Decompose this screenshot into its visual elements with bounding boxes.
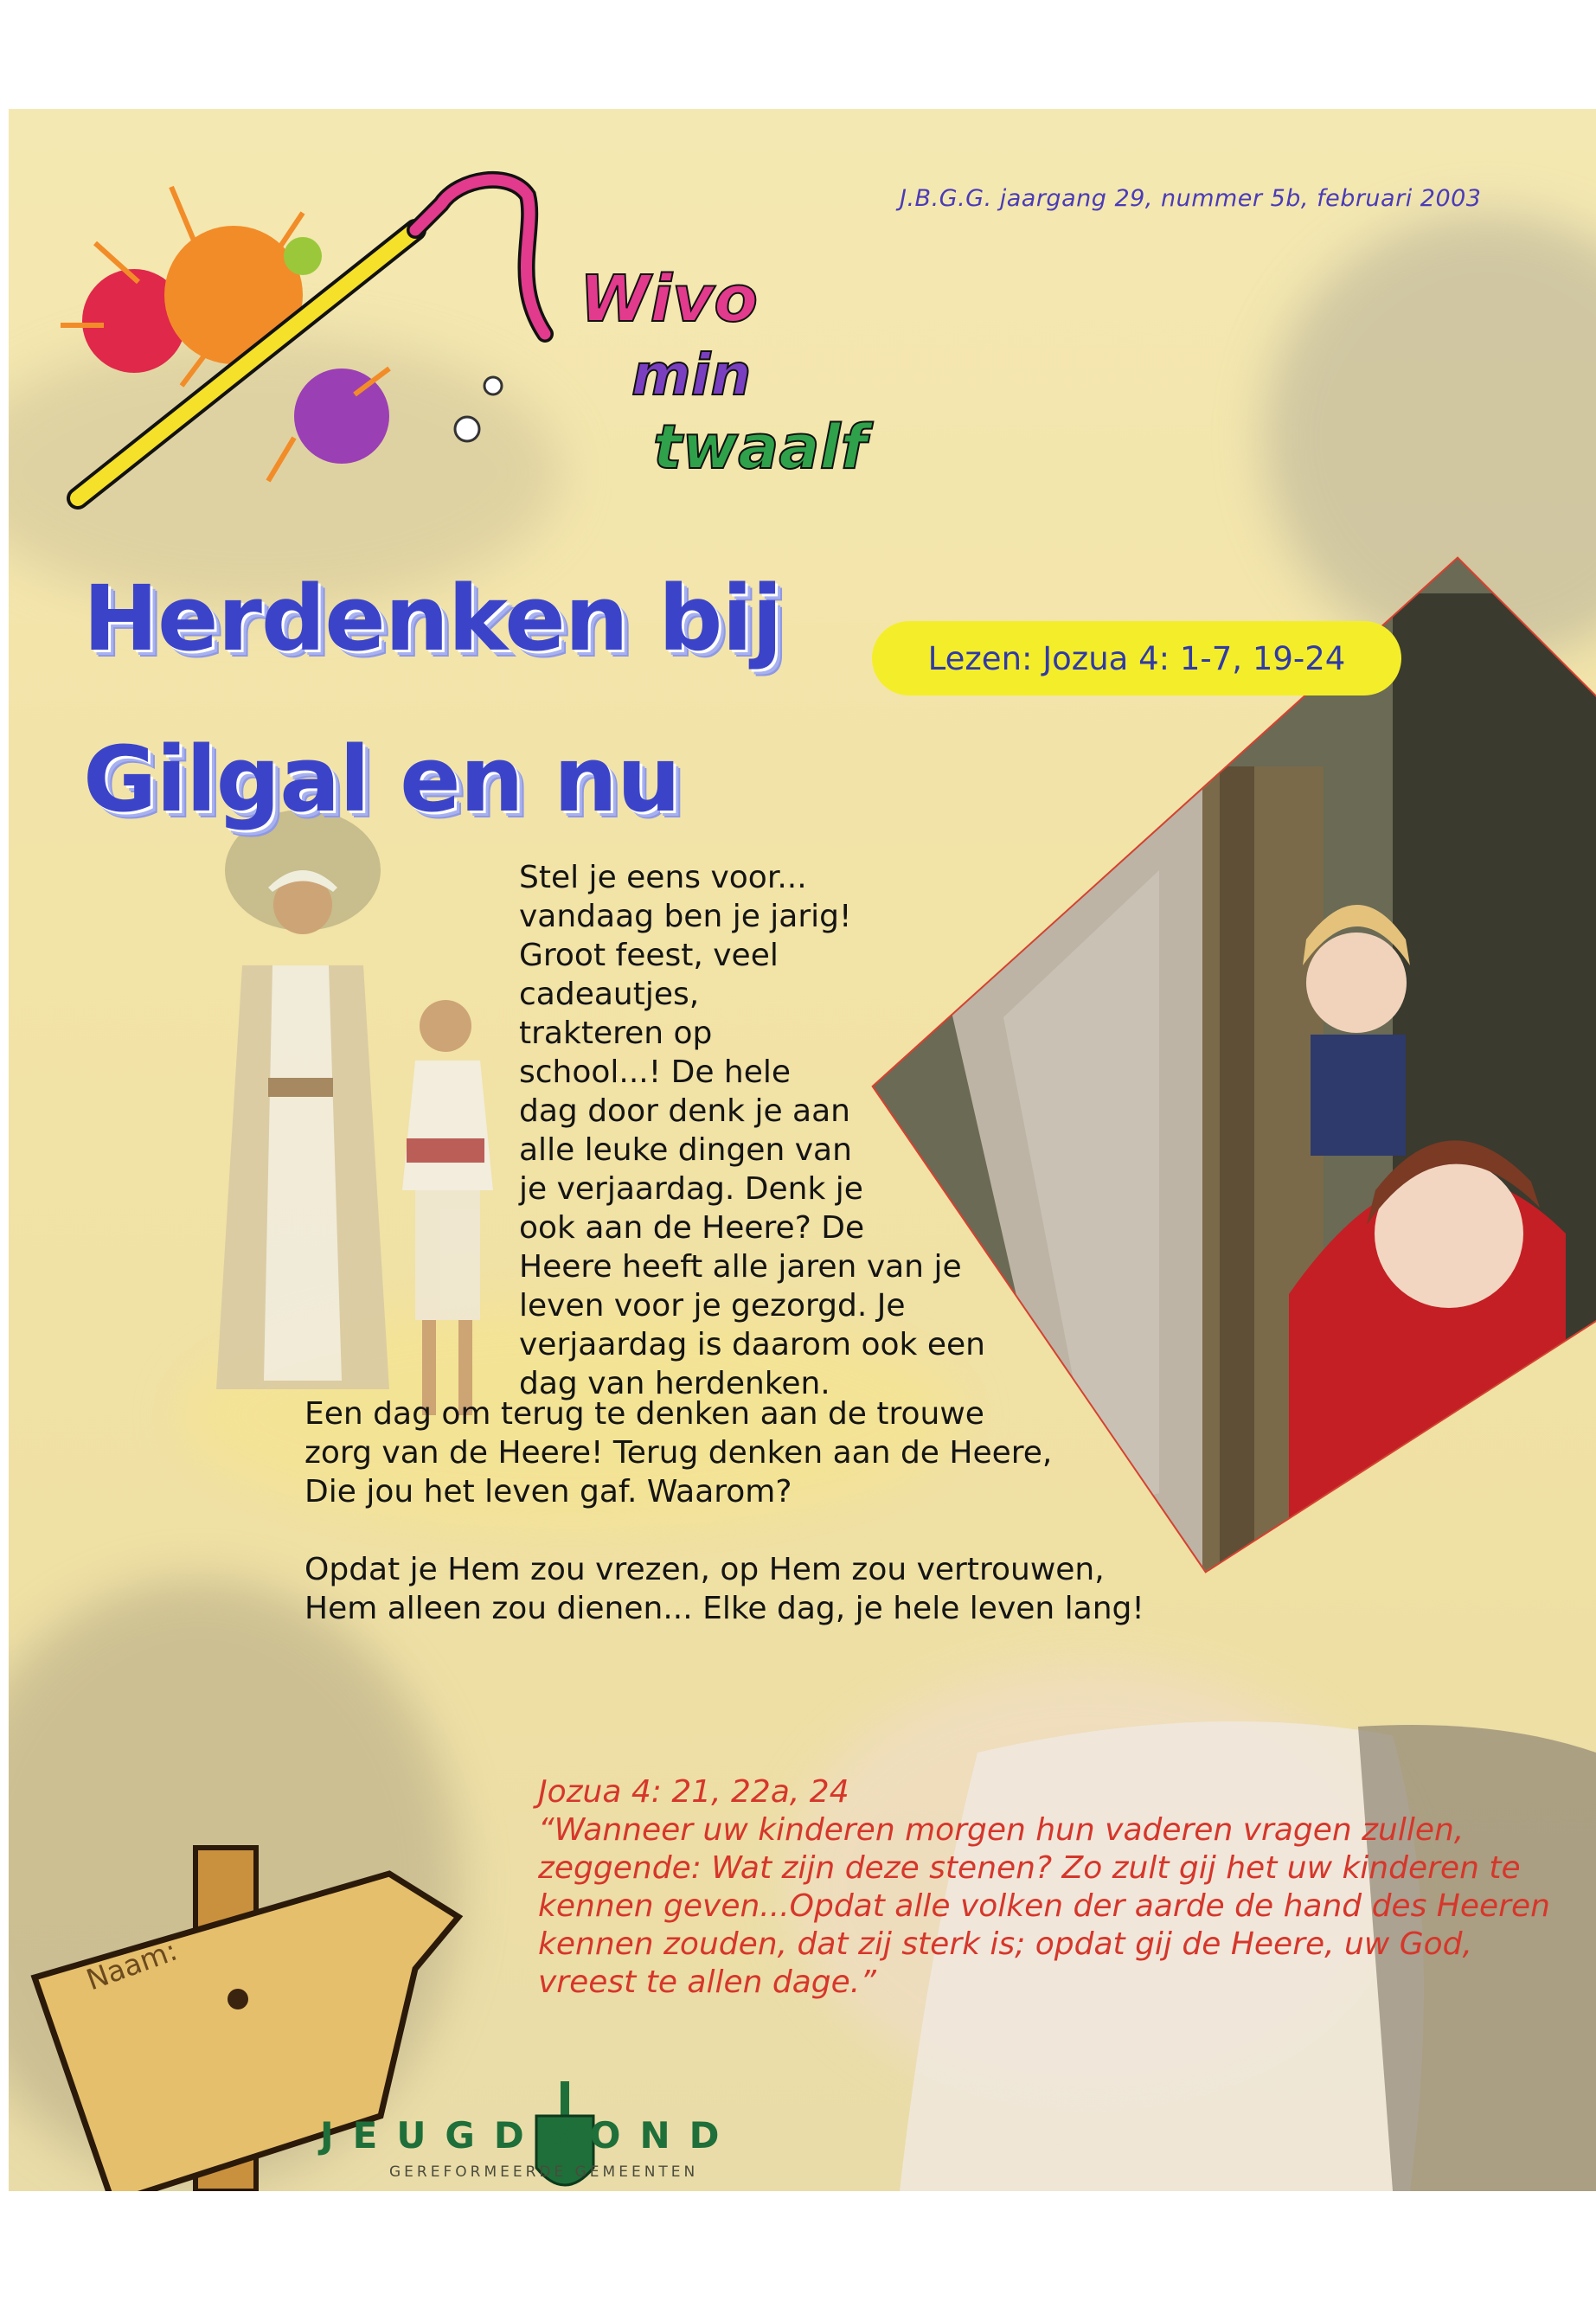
logo-word-min: min [631,342,752,408]
quote-text: “Wanneer uw kinderen morgen hun vaderen vragen zullen, zeggende: Wat zijn deze stenen? Zo zult gij het uw kinderen te kennen geven...Opdat alle volken der aarde de hand des Heeren kennen zouden, dat zij sterk is; opdat gij de Heere, uw God, vreest te allen dage.” [538,1812,1550,2000]
reading-reference-badge: Lezen: Jozua 4: 1-7, 19-24 [872,621,1401,695]
body-paragraph-1: Stel je eens voor... vandaag ben je jarig! Groot feest, veel cadeautjes, trakteren op school...! De hele dag door denk je aan alle leuke dingen van je verjaardag. Denk je ook aan de Heere? De Heere heeft alle jaren van je leven voor je gezorgd. Je verjaardag is daarom ook een dag van herdenken. [519,860,985,1401]
quote-reference: Jozua 4: 21, 22a, 24 [538,1774,849,1810]
signpost-name-label: Naam: [81,1932,182,1997]
paint-splash-logo [61,180,874,498]
body-paragraph-3: Opdat je Hem zou vrezen, op Hem zou vertrouwen, Hem alleen zou dienen... Elke dag, je hele leven lang! [304,1552,1144,1626]
jeugdbond-subtitle: GEREFORMEERDE GEMEENTEN [389,2163,699,2181]
jeugdbond-brand: JEUGDBOND [320,2114,739,2157]
page-title-line-2: Gilgal en nu [83,727,680,832]
bible-quote [538,1773,1559,2002]
issue-info: J.B.G.G. jaargang 29, nummer 5b, februari 2003 [900,185,1482,212]
logo-word-twaalf: twaalf [653,412,868,483]
page-background [9,109,1596,2191]
logo-word-wivo: Wivo [580,262,759,336]
page-title-line-1: Herdenken bij [83,566,782,671]
body-paragraph-2: Een dag om terug te denken aan de trouwe zorg van de Heere! Terug denken aan de Heere, Die jou het leven gaf. Waarom? [304,1396,1053,1509]
biblical-figures-illustration [216,810,493,1415]
